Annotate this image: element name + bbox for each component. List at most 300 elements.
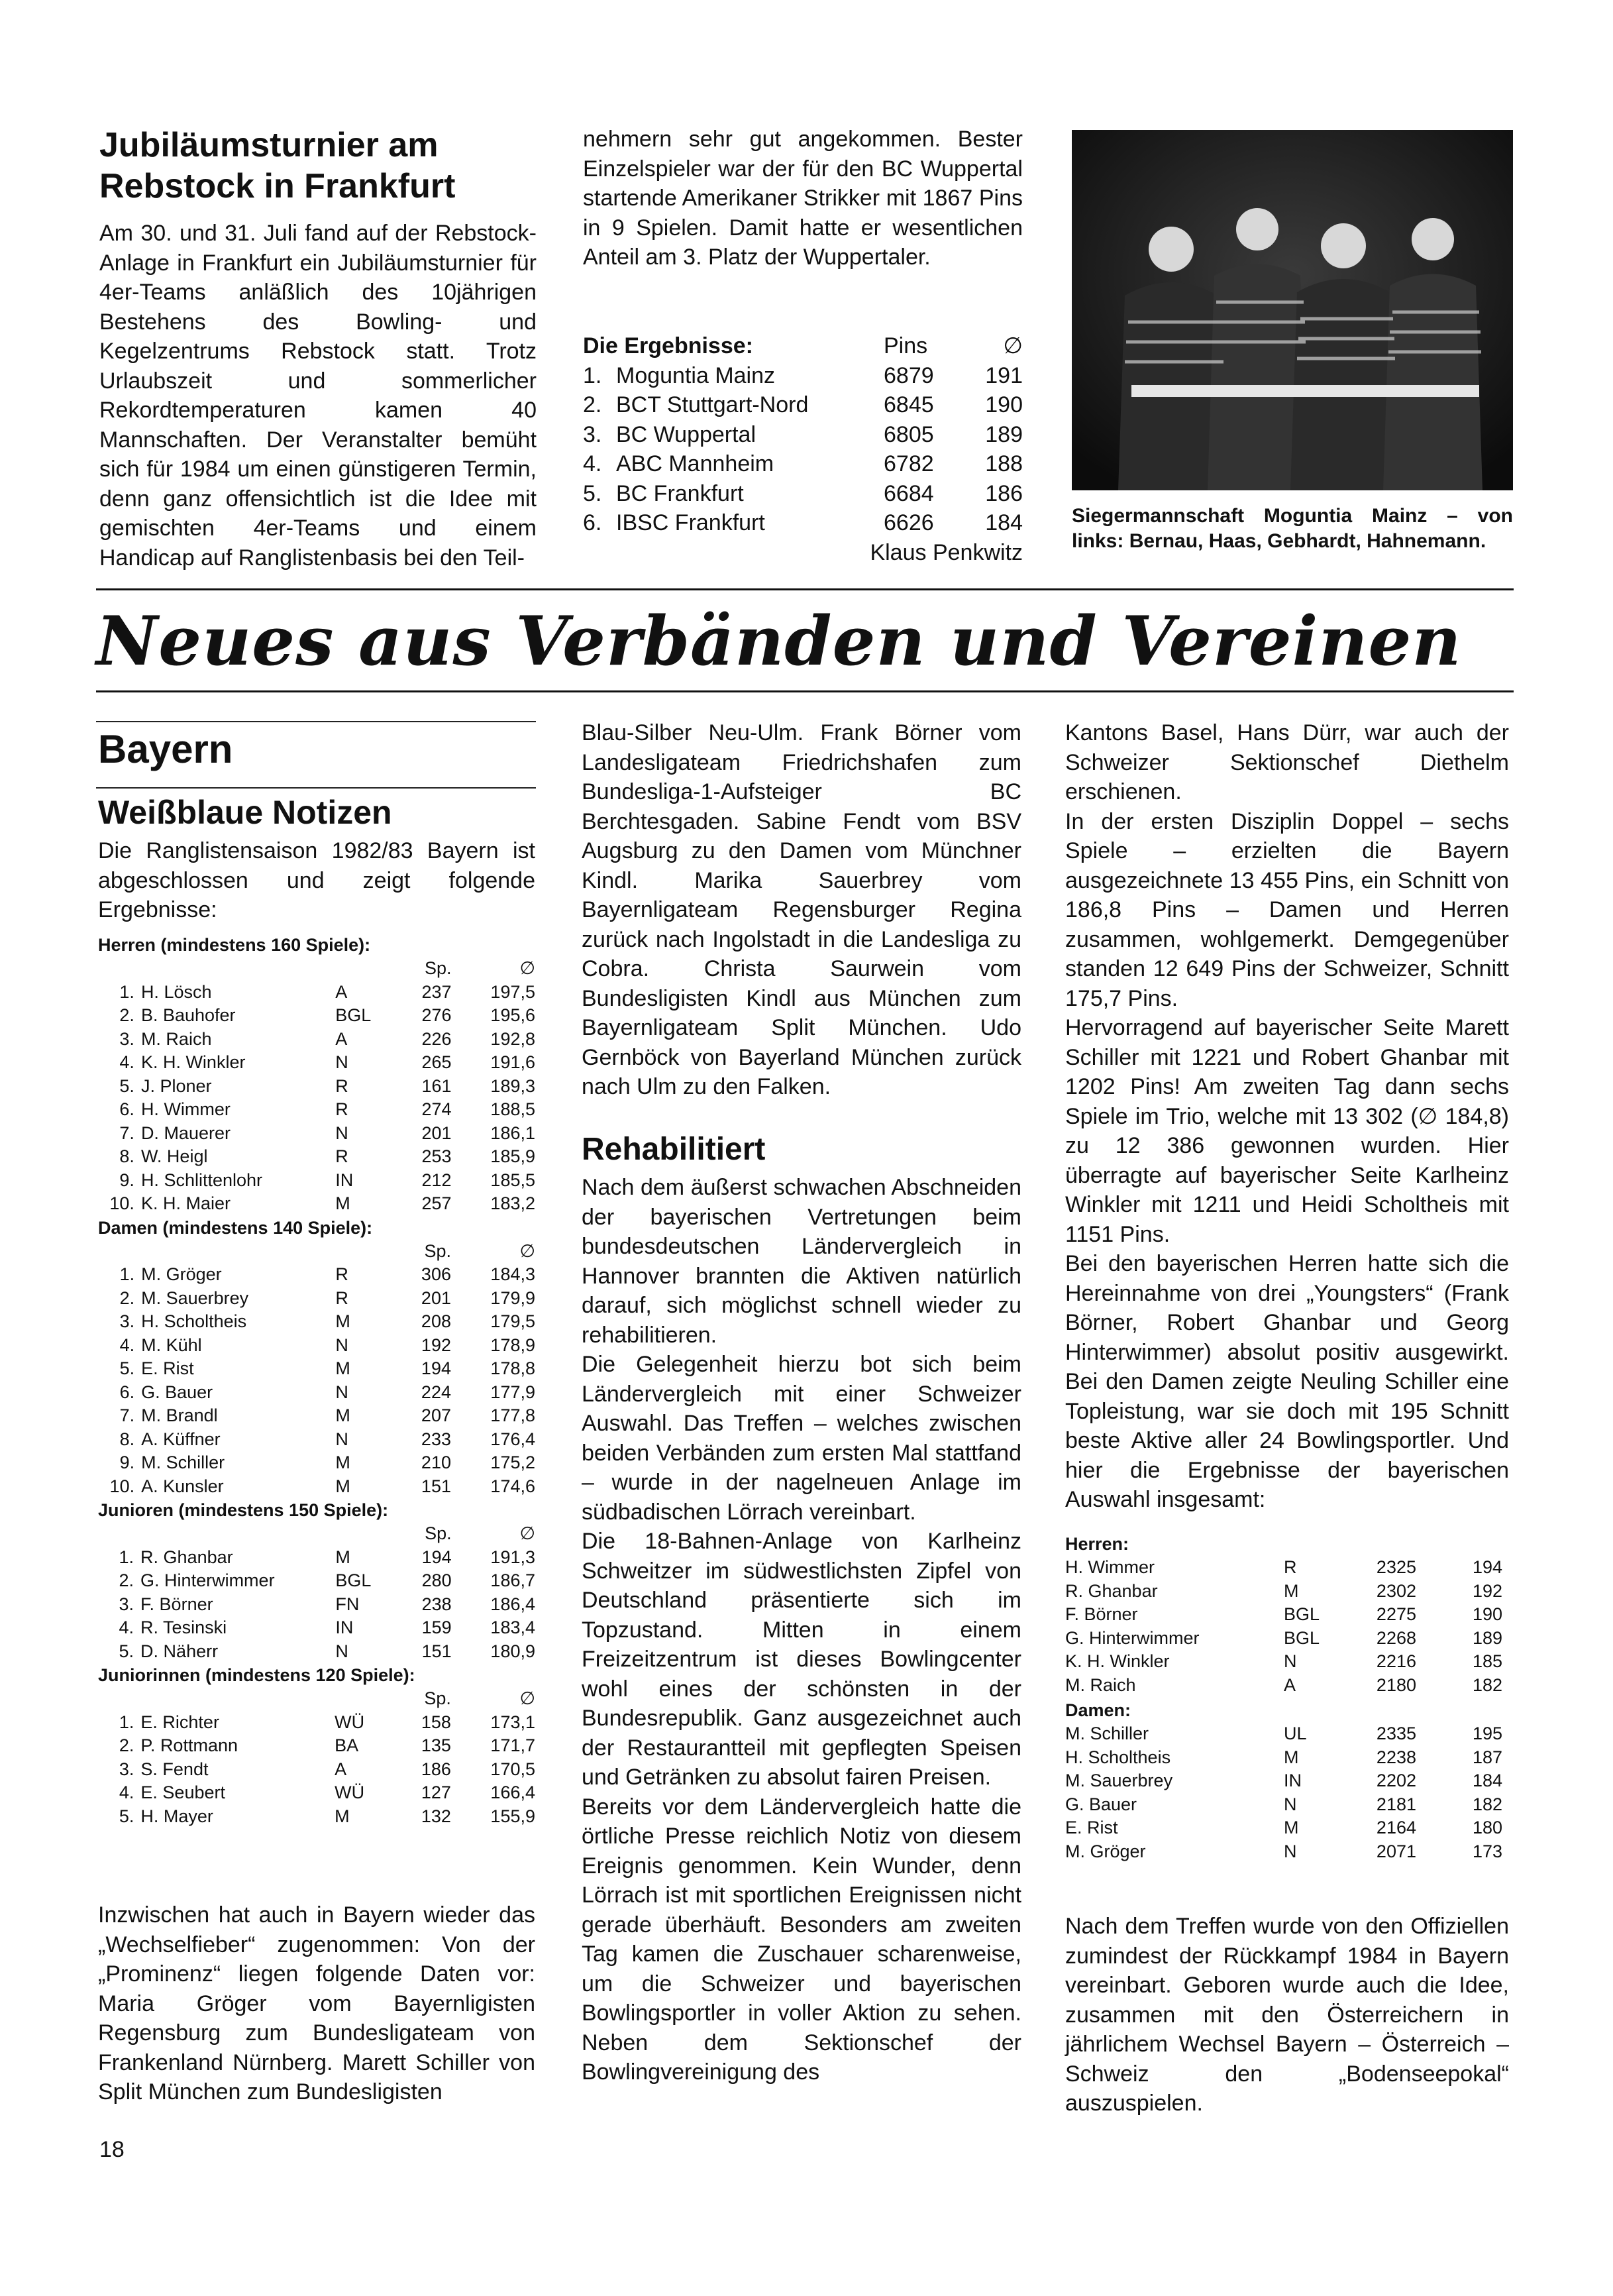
ranking-rank: 4. bbox=[119, 1052, 134, 1072]
auswahl-pins: 2268 bbox=[1376, 1627, 1416, 1648]
ranking-average: 166,4 bbox=[490, 1782, 535, 1802]
auswahl-average: 187 bbox=[1472, 1747, 1502, 1767]
auswahl-row bbox=[1065, 1769, 1502, 1793]
ranking-club: R bbox=[335, 1075, 348, 1096]
results-pins: 6805 bbox=[884, 421, 934, 447]
ranking-rank: 1. bbox=[119, 981, 134, 1002]
auswahl-group-label: Damen: bbox=[1065, 1700, 1131, 1720]
ranking-games: 265 bbox=[421, 1052, 452, 1072]
ranking-games: 132 bbox=[421, 1806, 451, 1826]
auswahl-average: 192 bbox=[1472, 1580, 1502, 1601]
ranking-row bbox=[98, 1451, 535, 1475]
ranking-row bbox=[98, 1475, 535, 1499]
ranking-row bbox=[98, 1169, 535, 1193]
ranking-rank: 7. bbox=[119, 1122, 134, 1143]
ranking-games: 274 bbox=[421, 1099, 452, 1119]
ranking-row bbox=[98, 1640, 535, 1664]
ranking-row bbox=[98, 1075, 535, 1099]
auswahl-club: IN bbox=[1284, 1771, 1302, 1790]
auswahl-name: M. Raich bbox=[1065, 1674, 1136, 1695]
ranking-average: 185,5 bbox=[490, 1170, 535, 1190]
ranking-average: 183,4 bbox=[490, 1617, 535, 1637]
ranking-average: 192,8 bbox=[490, 1028, 535, 1049]
results-pins: 6845 bbox=[884, 392, 934, 417]
ranking-club: BGL bbox=[335, 1570, 372, 1590]
ranking-header-spacer bbox=[98, 1240, 380, 1264]
auswahl-club: N bbox=[1284, 1651, 1297, 1671]
results-rank: 3. bbox=[583, 421, 602, 447]
ranking-row bbox=[98, 1098, 535, 1122]
ranking-rank: 10. bbox=[109, 1476, 135, 1496]
auswahl-row bbox=[1065, 1674, 1502, 1698]
auswahl-average: 173 bbox=[1472, 1841, 1502, 1861]
col3-paragraph-1: Kantons Basel, Hans Dürr, war auch der Schweizer Sektionschef Diethelm erschienen. bbox=[1065, 720, 1509, 804]
auswahl-name: M. Schiller bbox=[1065, 1723, 1149, 1743]
ranking-average: 179,9 bbox=[490, 1287, 535, 1308]
avg-header: ∅ bbox=[519, 1523, 535, 1543]
ranking-name: E. Rist bbox=[141, 1358, 194, 1378]
ranking-club: A bbox=[335, 1759, 347, 1779]
ranking-club: N bbox=[335, 1382, 348, 1402]
ranking-games: 161 bbox=[421, 1075, 452, 1096]
ranking-name: H. Scholtheis bbox=[141, 1311, 247, 1331]
auswahl-club: N bbox=[1284, 1794, 1297, 1814]
ranking-rank: 4. bbox=[119, 1782, 134, 1802]
ranking-club: BGL bbox=[335, 1005, 372, 1025]
auswahl-club: M bbox=[1284, 1580, 1299, 1601]
ranking-rank: 1. bbox=[119, 1547, 134, 1567]
ranking-club: BA bbox=[335, 1735, 359, 1755]
ranking-average: 197,5 bbox=[490, 981, 535, 1002]
ranking-rank: 6. bbox=[119, 1382, 135, 1402]
ranking-name: E. Richter bbox=[140, 1712, 219, 1732]
results-avg: 186 bbox=[985, 480, 1023, 506]
bayern-subhead: Weißblaue Notizen bbox=[98, 794, 392, 831]
ranking-rank: 2. bbox=[119, 1735, 134, 1755]
auswahl-name: G. Hinterwimmer bbox=[1065, 1627, 1200, 1648]
ranking-club: M bbox=[335, 1358, 350, 1378]
ranking-games: 158 bbox=[421, 1712, 451, 1732]
ranking-club: WÜ bbox=[335, 1712, 365, 1732]
ranking-rank: 3. bbox=[119, 1594, 134, 1614]
ranking-club: M bbox=[335, 1476, 350, 1496]
ranking-group-label: Herren (mindestens 160 Spiele): bbox=[98, 935, 371, 955]
ranking-group-label: Damen (mindestens 140 Spiele): bbox=[98, 1217, 373, 1238]
auswahl-pins: 2302 bbox=[1376, 1580, 1416, 1601]
results-header-row bbox=[583, 331, 1023, 361]
ranking-club: R bbox=[335, 1146, 348, 1166]
ranking-header-spacer bbox=[98, 1687, 380, 1711]
ranking-average: 173,1 bbox=[490, 1712, 535, 1732]
ranking-club: N bbox=[335, 1429, 348, 1449]
avg-header: ∅ bbox=[519, 1240, 535, 1261]
rehab-paragraph-4: Bereits vor dem Ländervergleich hatte die örtliche Presse reichlich Notiz von diesem Ereignis genommen. Kein Wunder, denn Lörrach ist mit sportlichen Ereignissen nicht gerade überhäuft. Besonders am zweiten Tag kamen die Zuschauer scharenweise, um die Schweizer und bayerischen Bowlingsportler in voller Aktion zu sehen. Neben dem Sektionschef der Bowlingvereinigung des bbox=[582, 1794, 1021, 2085]
ranking-name: H. Schlittenlohr bbox=[140, 1170, 263, 1190]
auswahl-name: R. Ghanbar bbox=[1065, 1580, 1158, 1601]
ranking-club: R bbox=[335, 1287, 348, 1308]
auswahl-row bbox=[1065, 1556, 1502, 1580]
ranking-name: G. Hinterwimmer bbox=[140, 1570, 275, 1590]
results-title: Die Ergebnisse: bbox=[583, 333, 753, 358]
ranking-games: 237 bbox=[421, 981, 452, 1002]
ranking-row bbox=[98, 1192, 535, 1216]
page-number: 18 bbox=[99, 2137, 125, 2162]
col3-paragraph-3: Hervorragend auf bayerischer Seite Marett Schiller mit 1221 und Robert Ghanbar mit 1202 Pins! Am zweiten Tag dann sechs Spiele im Trio, welche mit 13 302 (∅ 184,8) zu 12 386 gewonnen wurden. Hier überragte auf bayerischer Seite Karlheinz Winkler mit 1211 und Heidi Scholtheis mit 1151 Pins. bbox=[1065, 1015, 1509, 1247]
ranking-row bbox=[98, 1758, 535, 1782]
avg-header: ∅ bbox=[519, 1688, 535, 1708]
ranking-average: 179,5 bbox=[490, 1311, 535, 1331]
bayern-rule-mid bbox=[96, 787, 536, 789]
ranking-rank: 5. bbox=[119, 1075, 134, 1096]
results-pins-header: Pins bbox=[884, 333, 928, 358]
ranking-games: 226 bbox=[421, 1028, 452, 1049]
results-rank: 2. bbox=[583, 392, 602, 417]
ranking-club: N bbox=[335, 1052, 348, 1072]
ranking-average: 191,6 bbox=[490, 1052, 535, 1072]
ranking-club: N bbox=[335, 1335, 348, 1355]
ranking-name: M. Sauerbrey bbox=[141, 1287, 249, 1308]
ranking-header-spacer bbox=[98, 957, 381, 981]
ranking-group-label: Juniorinnen (mindestens 120 Spiele): bbox=[98, 1665, 415, 1685]
auswahl-average: 195 bbox=[1472, 1723, 1502, 1743]
ranking-average: 177,8 bbox=[490, 1405, 535, 1425]
auswahl-row bbox=[1065, 1722, 1502, 1746]
ranking-row bbox=[98, 1381, 535, 1405]
ranking-average: 178,9 bbox=[490, 1335, 535, 1355]
col3-end: Nach dem Treffen wurde von den Offiziellen zumindest der Rückkampf 1984 in Bayern vereinbart. Geboren wurde auch die Idee, zusammen mit den Österreichern in jährlichem Wechsel Bayern – Österreich – Schweiz den „Bodenseepokal“ auszuspielen. bbox=[1065, 1914, 1509, 2116]
auswahl-row bbox=[1065, 1840, 1502, 1864]
ranking-row bbox=[98, 1287, 535, 1311]
results-rank: 4. bbox=[583, 451, 602, 476]
results-row bbox=[583, 361, 1023, 391]
ranking-rank: 2. bbox=[119, 1570, 134, 1590]
section-masthead: Neues aus Verbänden und Vereinen bbox=[96, 602, 1462, 681]
auswahl-club: BGL bbox=[1284, 1627, 1320, 1648]
ranking-rank: 2. bbox=[119, 1005, 134, 1025]
auswahl-row bbox=[1065, 1580, 1502, 1604]
results-team: IBSC Frankfurt bbox=[616, 510, 765, 535]
auswahl-name: M. Sauerbrey bbox=[1065, 1771, 1173, 1790]
auswahl-pins: 2275 bbox=[1376, 1604, 1416, 1624]
results-pins: 6626 bbox=[884, 510, 934, 535]
ranking-rank: 5. bbox=[119, 1806, 134, 1826]
ranking-rank: 6. bbox=[119, 1099, 134, 1119]
ranking-games: 151 bbox=[421, 1641, 452, 1661]
ranking-games: 194 bbox=[421, 1358, 451, 1378]
ranking-games: 257 bbox=[421, 1193, 452, 1213]
results-avg: 188 bbox=[985, 451, 1023, 476]
ranking-average: 170,5 bbox=[490, 1759, 535, 1779]
ranking-rank: 10. bbox=[109, 1193, 134, 1213]
team-photo-image bbox=[1072, 130, 1513, 490]
ranking-name: G. Bauer bbox=[141, 1382, 213, 1402]
ranking-name: A. Küffner bbox=[141, 1429, 221, 1449]
bayern-section-title: Bayern bbox=[98, 727, 233, 771]
ranking-name: D. Näherr bbox=[140, 1641, 219, 1661]
ranking-rank: 4. bbox=[119, 1617, 134, 1637]
ranking-games: 253 bbox=[421, 1146, 452, 1166]
ranking-name: K. H. Winkler bbox=[140, 1052, 246, 1072]
ranking-average: 176,4 bbox=[490, 1429, 535, 1449]
ranking-club: M bbox=[335, 1547, 350, 1567]
ranking-average: 177,9 bbox=[490, 1382, 535, 1402]
bayern-col2: Blau-Silber Neu-Ulm. Frank Börner vom Landesligateam Friedrichshafen zum Bundesliga-1-Aufsteiger BC Berchtesgaden. Sabine Fendt vom BSV Augsburg zu den Damen vom Münchner Kindl. Marika Sauerbrey vom Bayernligateam Regensburger Regina zurück nach Ingolstadt in die Landesliga zu Cobra. Christa Saurwein vom Bundesligisten Kindl aus München zum Bayernligateam Split München. Udo Gernböck von Bayerland München zurück nach Ulm zu den Falken. bbox=[582, 720, 1021, 1099]
ranking-row bbox=[98, 1781, 535, 1805]
ranking-average: 155,9 bbox=[490, 1806, 535, 1826]
ranking-header-row bbox=[98, 1522, 535, 1546]
ranking-row bbox=[98, 1734, 535, 1758]
ranking-average: 186,4 bbox=[490, 1594, 535, 1614]
ranking-games: 276 bbox=[421, 1005, 452, 1025]
results-team: BC Wuppertal bbox=[616, 421, 756, 447]
ranking-name: E. Seubert bbox=[140, 1782, 225, 1802]
rehab-text bbox=[582, 1173, 1021, 2087]
auswahl-pins: 2335 bbox=[1376, 1723, 1416, 1743]
ranking-games: 210 bbox=[421, 1452, 451, 1472]
ranking-games: 151 bbox=[421, 1476, 451, 1496]
ranking-average: 180,9 bbox=[490, 1641, 535, 1661]
ranking-rank: 4. bbox=[119, 1335, 135, 1355]
ranking-row bbox=[98, 1428, 535, 1452]
rehab-paragraph-2: Die Gelegenheit hierzu bot sich beim Ländervergleich mit einer Schweizer Auswahl. Das Treffen – welches zwischen beiden Verbänden zum ersten Mal stattfand – wurde in der nagelneuen Anlage im südbadischen Lörrach vereinbart. bbox=[582, 1352, 1021, 1525]
auswahl-pins: 2216 bbox=[1376, 1651, 1416, 1671]
ranking-name: D. Mauerer bbox=[140, 1122, 231, 1143]
ranking-table bbox=[98, 1240, 535, 1499]
ranking-row bbox=[98, 1546, 535, 1570]
ranking-row bbox=[98, 1004, 535, 1028]
results-rank: 5. bbox=[583, 480, 602, 506]
results-team: BCT Stuttgart-Nord bbox=[616, 392, 809, 417]
auswahl-name: F. Börner bbox=[1065, 1604, 1138, 1624]
ranking-club: IN bbox=[335, 1170, 354, 1190]
ranking-name: P. Rottmann bbox=[140, 1735, 238, 1755]
ranking-name: J. Ploner bbox=[140, 1075, 212, 1096]
ranking-header-spacer bbox=[98, 1522, 381, 1546]
ranking-games: 127 bbox=[421, 1782, 451, 1802]
ranking-name: W. Heigl bbox=[140, 1146, 208, 1166]
auswahl-name: G. Bauer bbox=[1065, 1794, 1137, 1814]
auswahl-average: 185 bbox=[1472, 1651, 1502, 1671]
ranking-name: M. Brandl bbox=[141, 1405, 218, 1425]
rehab-title: Rehabilitiert bbox=[582, 1132, 766, 1167]
auswahl-pins: 2202 bbox=[1376, 1771, 1416, 1790]
bayern-col3 bbox=[1065, 718, 1509, 1515]
auswahl-average: 180 bbox=[1472, 1818, 1502, 1837]
ranking-club: M bbox=[335, 1405, 350, 1425]
ranking-rank: 3. bbox=[119, 1028, 134, 1049]
auswahl-pins: 2164 bbox=[1376, 1818, 1416, 1837]
ranking-rank: 5. bbox=[119, 1641, 134, 1661]
ranking-rank: 5. bbox=[119, 1358, 135, 1378]
auswahl-average: 190 bbox=[1472, 1604, 1502, 1624]
results-rank: 1. bbox=[583, 362, 602, 388]
article-col1: Am 30. und 31. Juli fand auf der Rebstock-Anlage in Frankfurt ein Jubiläumsturnier für 4er-Teams anläßlich des 10jährigen Bestehens des Bowling- und Kegelzentrums Rebstock statt. Trotz Urlaubszeit und sommerlicher Rekordtemperaturen kamen 40 Mannschaften. Der Veranstalter bemüht sich für 1984 um einen günstigeren Termin, denn ganz offensichtlich ist die Idee mit gemischten 4er-Teams und einem Handicap auf Ranglistenbasis bei den Teil- bbox=[99, 221, 537, 571]
auswahl-average: 189 bbox=[1472, 1627, 1502, 1648]
ranking-group-label: Junioren (mindestens 150 Spiele): bbox=[98, 1500, 389, 1520]
ranking-name: A. Kunsler bbox=[141, 1476, 224, 1496]
auswahl-group-label: Herren: bbox=[1065, 1534, 1129, 1554]
ranking-name: K. H. Maier bbox=[140, 1193, 231, 1213]
auswahl-average: 182 bbox=[1472, 1674, 1502, 1695]
auswahl-row bbox=[1065, 1816, 1502, 1840]
auswahl-row bbox=[1065, 1793, 1502, 1817]
avg-header: ∅ bbox=[519, 958, 535, 978]
results-row bbox=[583, 420, 1023, 450]
results-row bbox=[583, 508, 1023, 538]
bayern-rule-top bbox=[96, 721, 536, 722]
ranking-groups bbox=[98, 933, 535, 1828]
ranking-club: A bbox=[335, 981, 348, 1002]
ranking-average: 178,8 bbox=[490, 1358, 535, 1378]
ranking-row bbox=[98, 1122, 535, 1146]
ranking-rank: 3. bbox=[119, 1759, 134, 1779]
ranking-rank: 3. bbox=[119, 1311, 135, 1331]
ranking-row bbox=[98, 1263, 535, 1287]
results-team: Moguntia Mainz bbox=[616, 362, 776, 388]
ranking-rank: 1. bbox=[119, 1264, 135, 1284]
ranking-games: 212 bbox=[421, 1170, 452, 1190]
masthead-rule-bottom bbox=[96, 690, 1514, 692]
auswahl-pins: 2180 bbox=[1376, 1674, 1416, 1695]
ranking-rank: 8. bbox=[119, 1429, 135, 1449]
rehab-paragraph-1: Nach dem äußerst schwachen Abschneiden der bayerischen Vertretungen beim bundesdeutschen Ländervergleich in Hannover brannten die Aktiven natürlich darauf, sich möglichst schnell wieder zu rehabilitieren. bbox=[582, 1175, 1021, 1348]
ranking-games: 224 bbox=[421, 1382, 451, 1402]
ranking-row bbox=[98, 1569, 535, 1593]
ranking-games: 159 bbox=[421, 1617, 452, 1637]
ranking-row bbox=[98, 1593, 535, 1617]
ranking-name: M. Schiller bbox=[141, 1452, 225, 1472]
ranking-row bbox=[98, 1805, 535, 1829]
ranking-games: 135 bbox=[421, 1735, 451, 1755]
auswahl-pins: 2238 bbox=[1376, 1747, 1416, 1767]
ranking-club: R bbox=[335, 1099, 348, 1119]
results-row bbox=[583, 390, 1023, 420]
col3-paragraph-2: In der ersten Disziplin Doppel – sechs Spiele – erzielten die Bayern ausgezeichnete 13 455 Pins, ein Schnitt von 186,8 Pins – Damen und Herren zusammen, wohlgemerkt. Demgegenüber standen 12 649 Pins der Schweizer, Schnitt 175,7 Pins. bbox=[1065, 808, 1509, 1011]
auswahl-club: R bbox=[1284, 1557, 1297, 1577]
ranking-games: 208 bbox=[421, 1311, 451, 1331]
results-pins: 6879 bbox=[884, 362, 934, 388]
ranking-club: M bbox=[335, 1452, 350, 1472]
ranking-average: 186,7 bbox=[490, 1570, 535, 1590]
ranking-row bbox=[98, 1051, 535, 1075]
sp-header: Sp. bbox=[425, 1523, 452, 1543]
ranking-average: 184,3 bbox=[490, 1264, 535, 1284]
ranking-club: FN bbox=[335, 1594, 360, 1614]
article-title: Jubiläumsturnier am Rebstock in Frankfurt bbox=[99, 126, 456, 205]
ranking-row bbox=[98, 1334, 535, 1358]
ranking-name: B. Bauhofer bbox=[140, 1005, 236, 1025]
ranking-games: 192 bbox=[421, 1335, 451, 1355]
ranking-games: 306 bbox=[421, 1264, 451, 1284]
ranking-club: M bbox=[335, 1193, 350, 1213]
ranking-row bbox=[98, 1145, 535, 1169]
auswahl-row bbox=[1065, 1746, 1502, 1770]
sp-header: Sp. bbox=[425, 958, 452, 978]
ranking-rank: 1. bbox=[119, 1712, 134, 1732]
auswahl-table bbox=[1065, 1556, 1502, 1697]
ranking-club: M bbox=[335, 1806, 350, 1826]
ranking-header-row bbox=[98, 1687, 535, 1711]
ranking-table bbox=[98, 957, 535, 1216]
ranking-club: M bbox=[335, 1311, 350, 1331]
results-avg: 189 bbox=[985, 421, 1023, 447]
auswahl-name: K. H. Winkler bbox=[1065, 1651, 1170, 1671]
ranking-games: 207 bbox=[421, 1405, 451, 1425]
ranking-row bbox=[98, 1028, 535, 1052]
ranking-club: N bbox=[335, 1122, 348, 1143]
ranking-rank: 9. bbox=[119, 1170, 134, 1190]
ranking-rank: 2. bbox=[119, 1287, 135, 1308]
ranking-name: H. Wimmer bbox=[140, 1099, 231, 1119]
ranking-average: 175,2 bbox=[490, 1452, 535, 1472]
results-pins: 6684 bbox=[884, 480, 934, 506]
ranking-name: S. Fendt bbox=[140, 1759, 209, 1779]
ranking-rank: 9. bbox=[119, 1452, 135, 1472]
ranking-table bbox=[98, 1687, 535, 1828]
ranking-average: 191,3 bbox=[490, 1547, 535, 1567]
results-block bbox=[583, 331, 1023, 567]
auswahl-club: UL bbox=[1284, 1723, 1307, 1743]
auswahl-results bbox=[1065, 1532, 1502, 1863]
ranking-average: 174,6 bbox=[490, 1476, 535, 1496]
ranking-row bbox=[98, 1310, 535, 1334]
ranking-rank: 7. bbox=[119, 1405, 135, 1425]
results-avg: 190 bbox=[985, 392, 1023, 417]
ranking-name: M. Kühl bbox=[141, 1335, 202, 1355]
ranking-table bbox=[98, 1522, 535, 1663]
ranking-average: 185,9 bbox=[490, 1146, 535, 1166]
ranking-row bbox=[98, 981, 535, 1005]
auswahl-table bbox=[1065, 1722, 1502, 1863]
ranking-average: 171,7 bbox=[490, 1735, 535, 1755]
results-pins: 6782 bbox=[884, 451, 934, 476]
results-row bbox=[583, 449, 1023, 479]
results-avg: 184 bbox=[985, 510, 1023, 535]
ranking-games: 238 bbox=[421, 1594, 452, 1614]
ranking-games: 186 bbox=[421, 1759, 451, 1779]
ranking-name: R. Tesinski bbox=[140, 1617, 227, 1637]
ranking-name: F. Börner bbox=[140, 1594, 213, 1614]
auswahl-average: 182 bbox=[1472, 1794, 1502, 1814]
auswahl-average: 184 bbox=[1472, 1771, 1502, 1790]
results-rank: 6. bbox=[583, 510, 602, 535]
author-row bbox=[583, 538, 1023, 568]
auswahl-row bbox=[1065, 1627, 1502, 1651]
ranking-club: WÜ bbox=[335, 1782, 365, 1802]
ranking-average: 188,5 bbox=[490, 1099, 535, 1119]
results-team: BC Frankfurt bbox=[616, 480, 744, 506]
auswahl-club: A bbox=[1284, 1674, 1296, 1695]
ranking-games: 280 bbox=[421, 1570, 452, 1590]
photo-caption: Siegermannschaft Moguntia Mainz – von links: Bernau, Haas, Gebhardt, Hahnemann. bbox=[1072, 505, 1513, 552]
ranking-average: 189,3 bbox=[490, 1075, 535, 1096]
auswahl-row bbox=[1065, 1603, 1502, 1627]
masthead-rule-top bbox=[96, 588, 1514, 590]
ranking-average: 183,2 bbox=[490, 1193, 535, 1213]
auswahl-pins: 2071 bbox=[1376, 1841, 1416, 1861]
results-team: ABC Mannheim bbox=[616, 451, 774, 476]
bayern-intro: Die Ranglistensaison 1982/83 Bayern ist abgeschlossen und zeigt folgende Ergebnisse: bbox=[98, 838, 535, 922]
auswahl-row bbox=[1065, 1650, 1502, 1674]
ranking-average: 195,6 bbox=[490, 1005, 535, 1025]
results-avg: 191 bbox=[985, 362, 1023, 388]
auswahl-club: N bbox=[1284, 1841, 1297, 1861]
author: Klaus Penkwitz bbox=[870, 539, 1023, 565]
results-row bbox=[583, 479, 1023, 509]
rehab-paragraph-3: Die 18-Bahnen-Anlage von Karlheinz Schweitzer im südwestlichsten Zipfel von Deutschland präsentierte sich im Topzustand. Mitten in einem Freizeitzentrum ist dieses Bowlingcenter wohl eines der schönsten in der Bundesrepublik. Ganz ausgezeichnet auch der Restaurantteil mit gepflegten Speisen und Getränken zu absolut fairen Preisen. bbox=[582, 1529, 1021, 1790]
auswahl-club: BGL bbox=[1284, 1604, 1320, 1624]
sp-header: Sp. bbox=[424, 1688, 451, 1708]
